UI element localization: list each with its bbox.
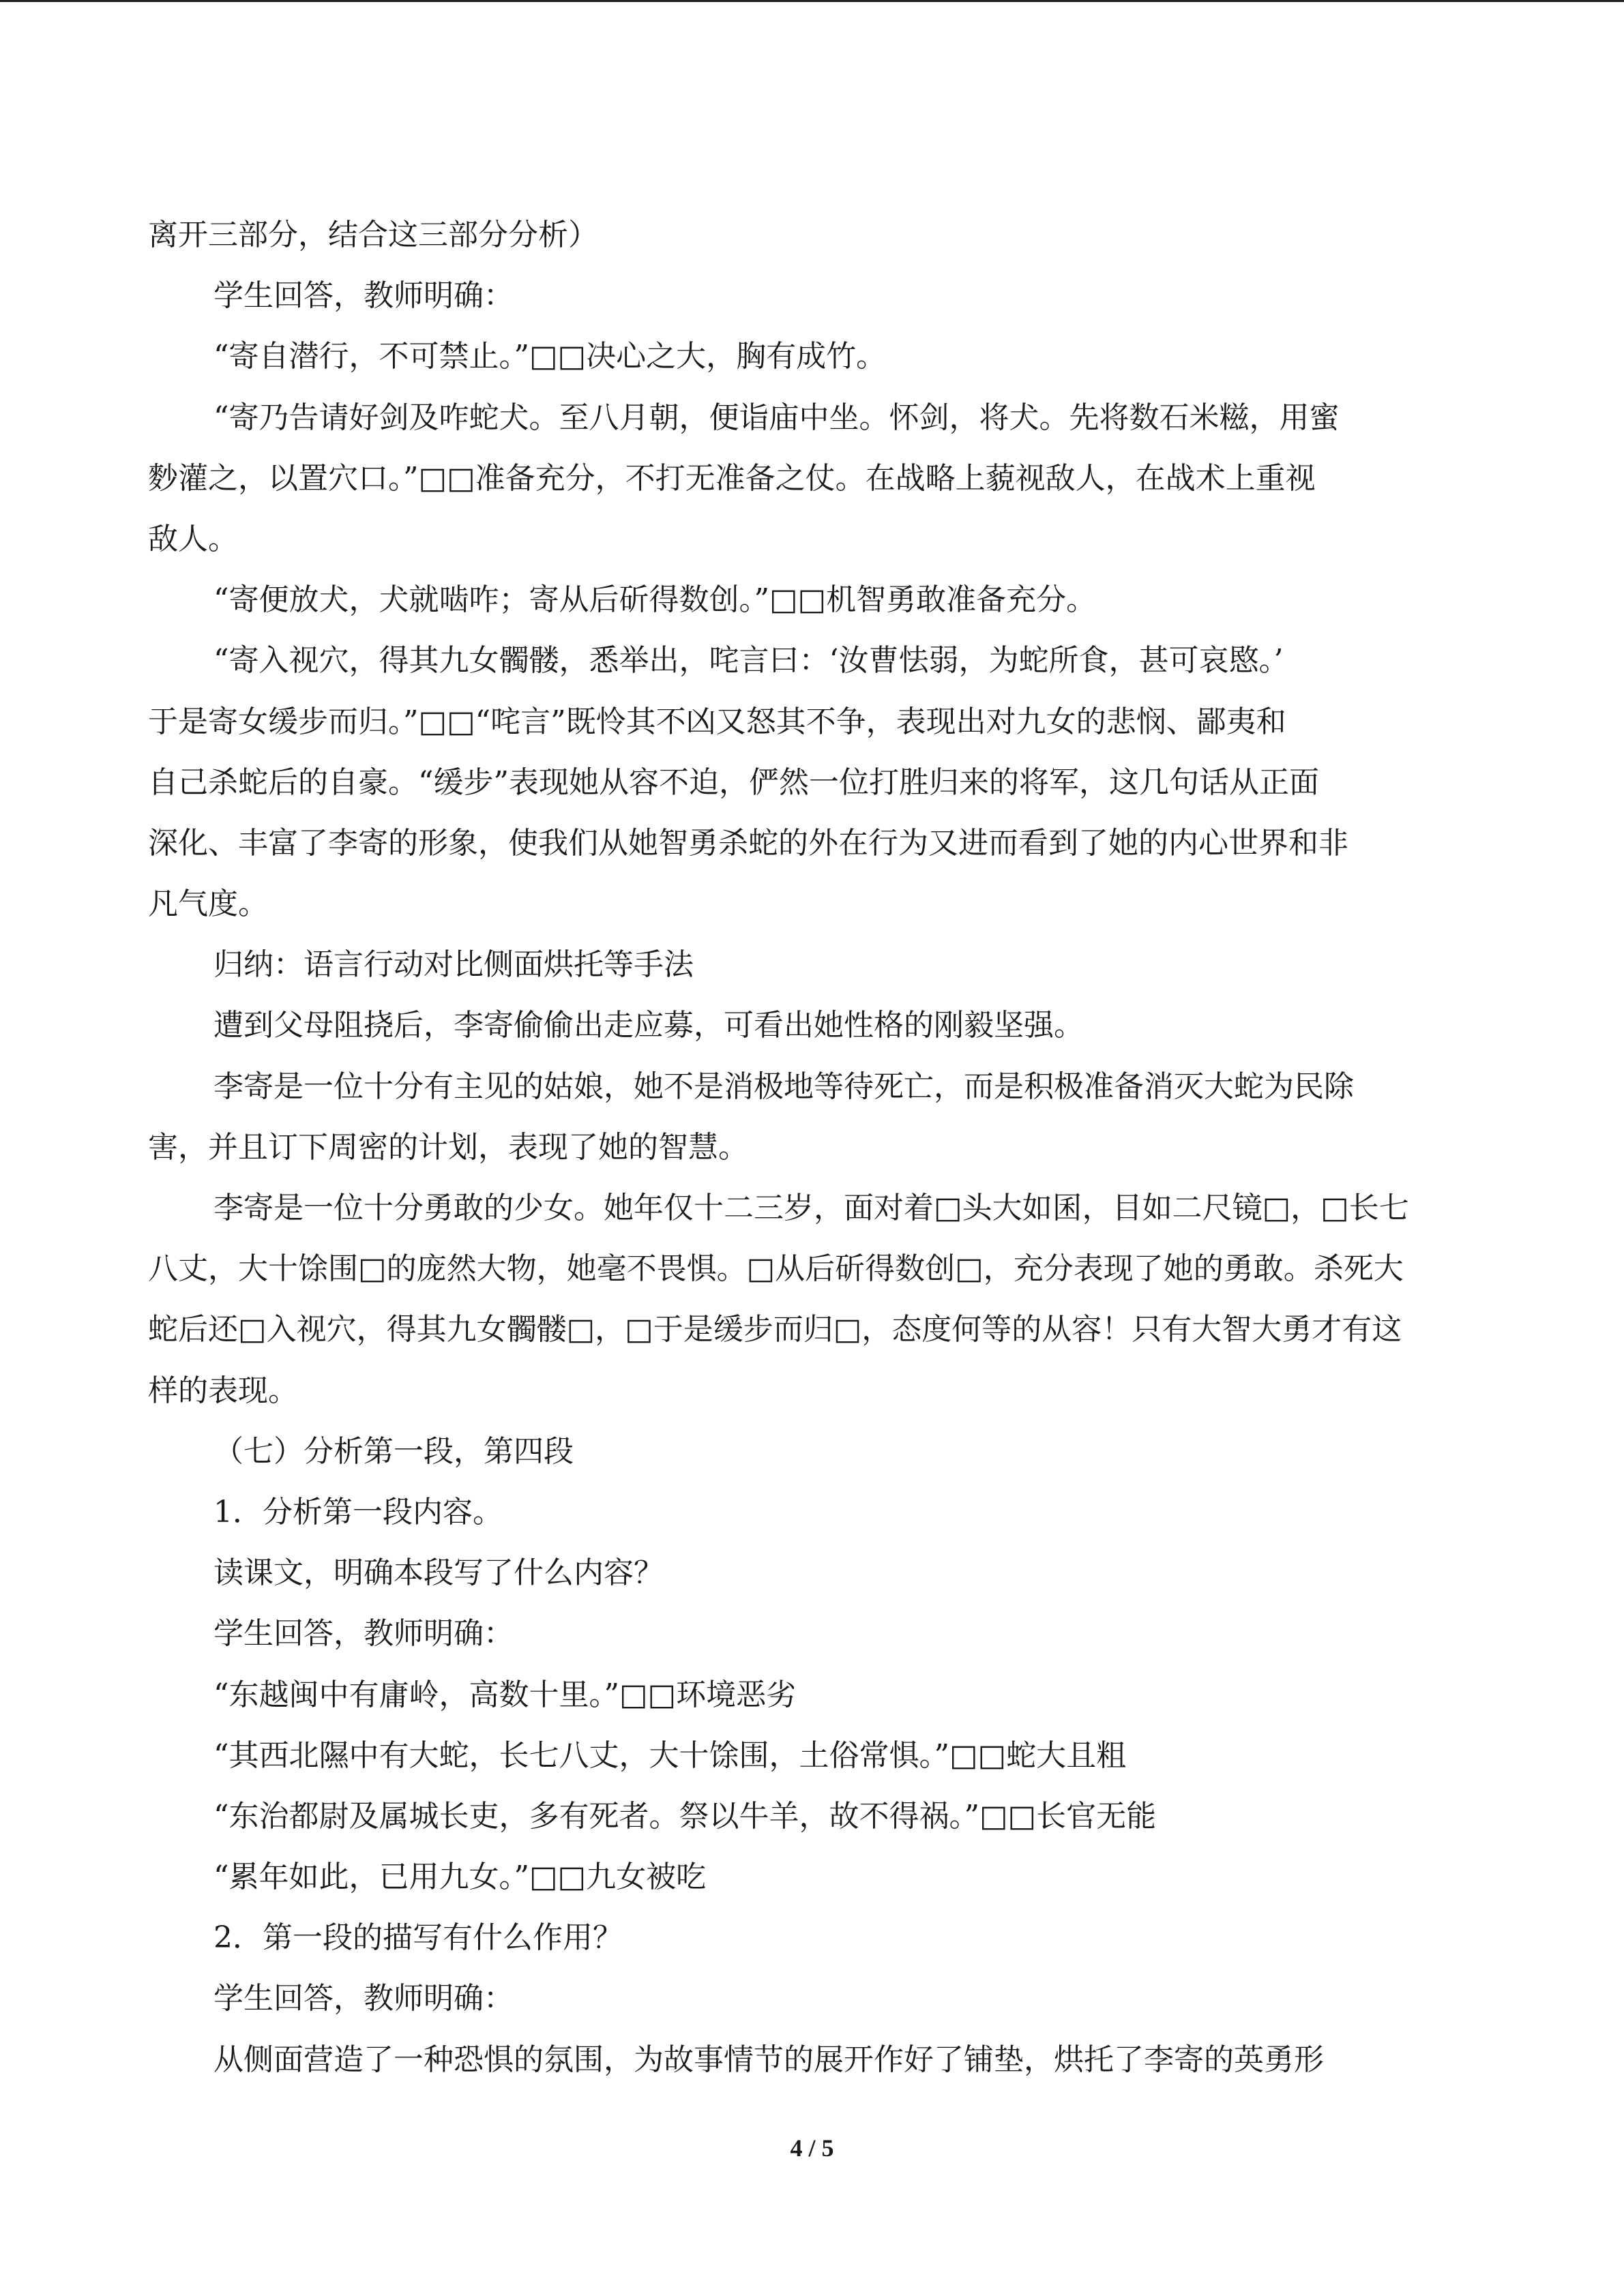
numbered-item: 1．分析第一段内容。 <box>213 1494 503 1530</box>
text-line: 离开三部分，结合这三部分分析） <box>148 218 598 252</box>
document-body <box>148 205 1471 2090</box>
text-line: 敌人。 <box>148 521 238 556</box>
text-line: 读课文，明确本段写了什么内容？ <box>213 1555 664 1591</box>
text-line: 凡气度。 <box>148 886 268 922</box>
text-line: 学生回答，教师明确： <box>213 1616 514 1652</box>
text-line: 蛇后还□入视穴，得其九女髑髅□，□于是缓步而归□，态度何等的从容！只有大智大勇才有这 <box>148 1312 1402 1347</box>
text-line: “东越闽中有庸岭，高数十里。”□□环境恶劣 <box>213 1677 797 1712</box>
section-heading: （七）分析第一段，第四段 <box>213 1433 574 1469</box>
text-line: 归纳：语言行动对比侧面烘托等手法 <box>213 947 694 983</box>
text-line: 八丈，大十馀围□的庞然大物，她毫不畏惧。□从后斫得数创□，充分表现了她的勇敢。杀死大 <box>148 1251 1404 1287</box>
text-line: 学生回答，教师明确： <box>213 278 514 314</box>
text-line: “寄入视穴，得其九女髑髅，悉举出，咤言曰：‘汝曹怯弱，为蛇所食，甚可哀愍。’ <box>213 643 1284 679</box>
text-line: 遭到父母阻挠后，李寄偷偷出走应募，可看出她性格的刚毅坚强。 <box>213 1008 1084 1043</box>
text-line: “寄乃告请好剑及咋蛇犬。至八月朝，便诣庙中坐。怀剑，将犬。先将数石米糍，用蜜 <box>213 400 1340 435</box>
top-border-line <box>0 0 1624 2</box>
text-line: 样的表现。 <box>148 1373 298 1408</box>
text-line: 自己杀蛇后的自豪。“缓步”表现她从容不迫，俨然一位打胜归来的将军，这几句话从正面 <box>148 764 1319 800</box>
text-line: 李寄是一位十分勇敢的少女。她年仅十二三岁，面对着□头大如囷，目如二尺镜□，□长七 <box>213 1191 1409 1225</box>
text-line: “其西北隰中有大蛇，长七八丈，大十馀围，土俗常惧。”□□蛇大且粗 <box>213 1738 1127 1773</box>
text-line: “东治都尉及属城长吏，多有死者。祭以牛羊，故不得祸。”□□长官无能 <box>213 1798 1157 1834</box>
text-line: “寄自潜行，不可禁止。”□□决心之大，胸有成竹。 <box>213 339 887 374</box>
text-line: “累年如此，已用九女。”□□九女被吃 <box>213 1860 707 1895</box>
text-line: 李寄是一位十分有主见的姑娘，她不是消极地等待死亡，而是积极准备消灭大蛇为民除 <box>213 1069 1354 1104</box>
text-line: 麨灌之，以置穴口。”□□准备充分，不打无准备之仗。在战略上藐视敌人，在战术上重视 <box>148 460 1316 496</box>
page-number: 4 / 5 <box>790 2134 834 2162</box>
text-line: “寄便放犬，犬就啮咋；寄从后斫得数创。”□□机智勇敢准备充分。 <box>213 582 1097 618</box>
text-line: 于是寄女缓步而归。”□□“咤言”既怜其不凶又怒其不争，表现出对九女的悲悯、鄙夷和 <box>148 704 1286 739</box>
text-line: 害，并且订下周密的计划，表现了她的智慧。 <box>148 1129 748 1165</box>
text-line: 从侧面营造了一种恐惧的氛围，为故事情节的展开作好了铺垫，烘托了李寄的英勇形 <box>213 2042 1324 2077</box>
text-line: 学生回答，教师明确： <box>213 1981 514 2016</box>
text-line: 深化、丰富了李寄的形象，使我们从她智勇杀蛇的外在行为又进而看到了她的内心世界和非 <box>148 825 1348 861</box>
numbered-item: 2．第一段的描写有什么作用？ <box>213 1920 623 1956</box>
